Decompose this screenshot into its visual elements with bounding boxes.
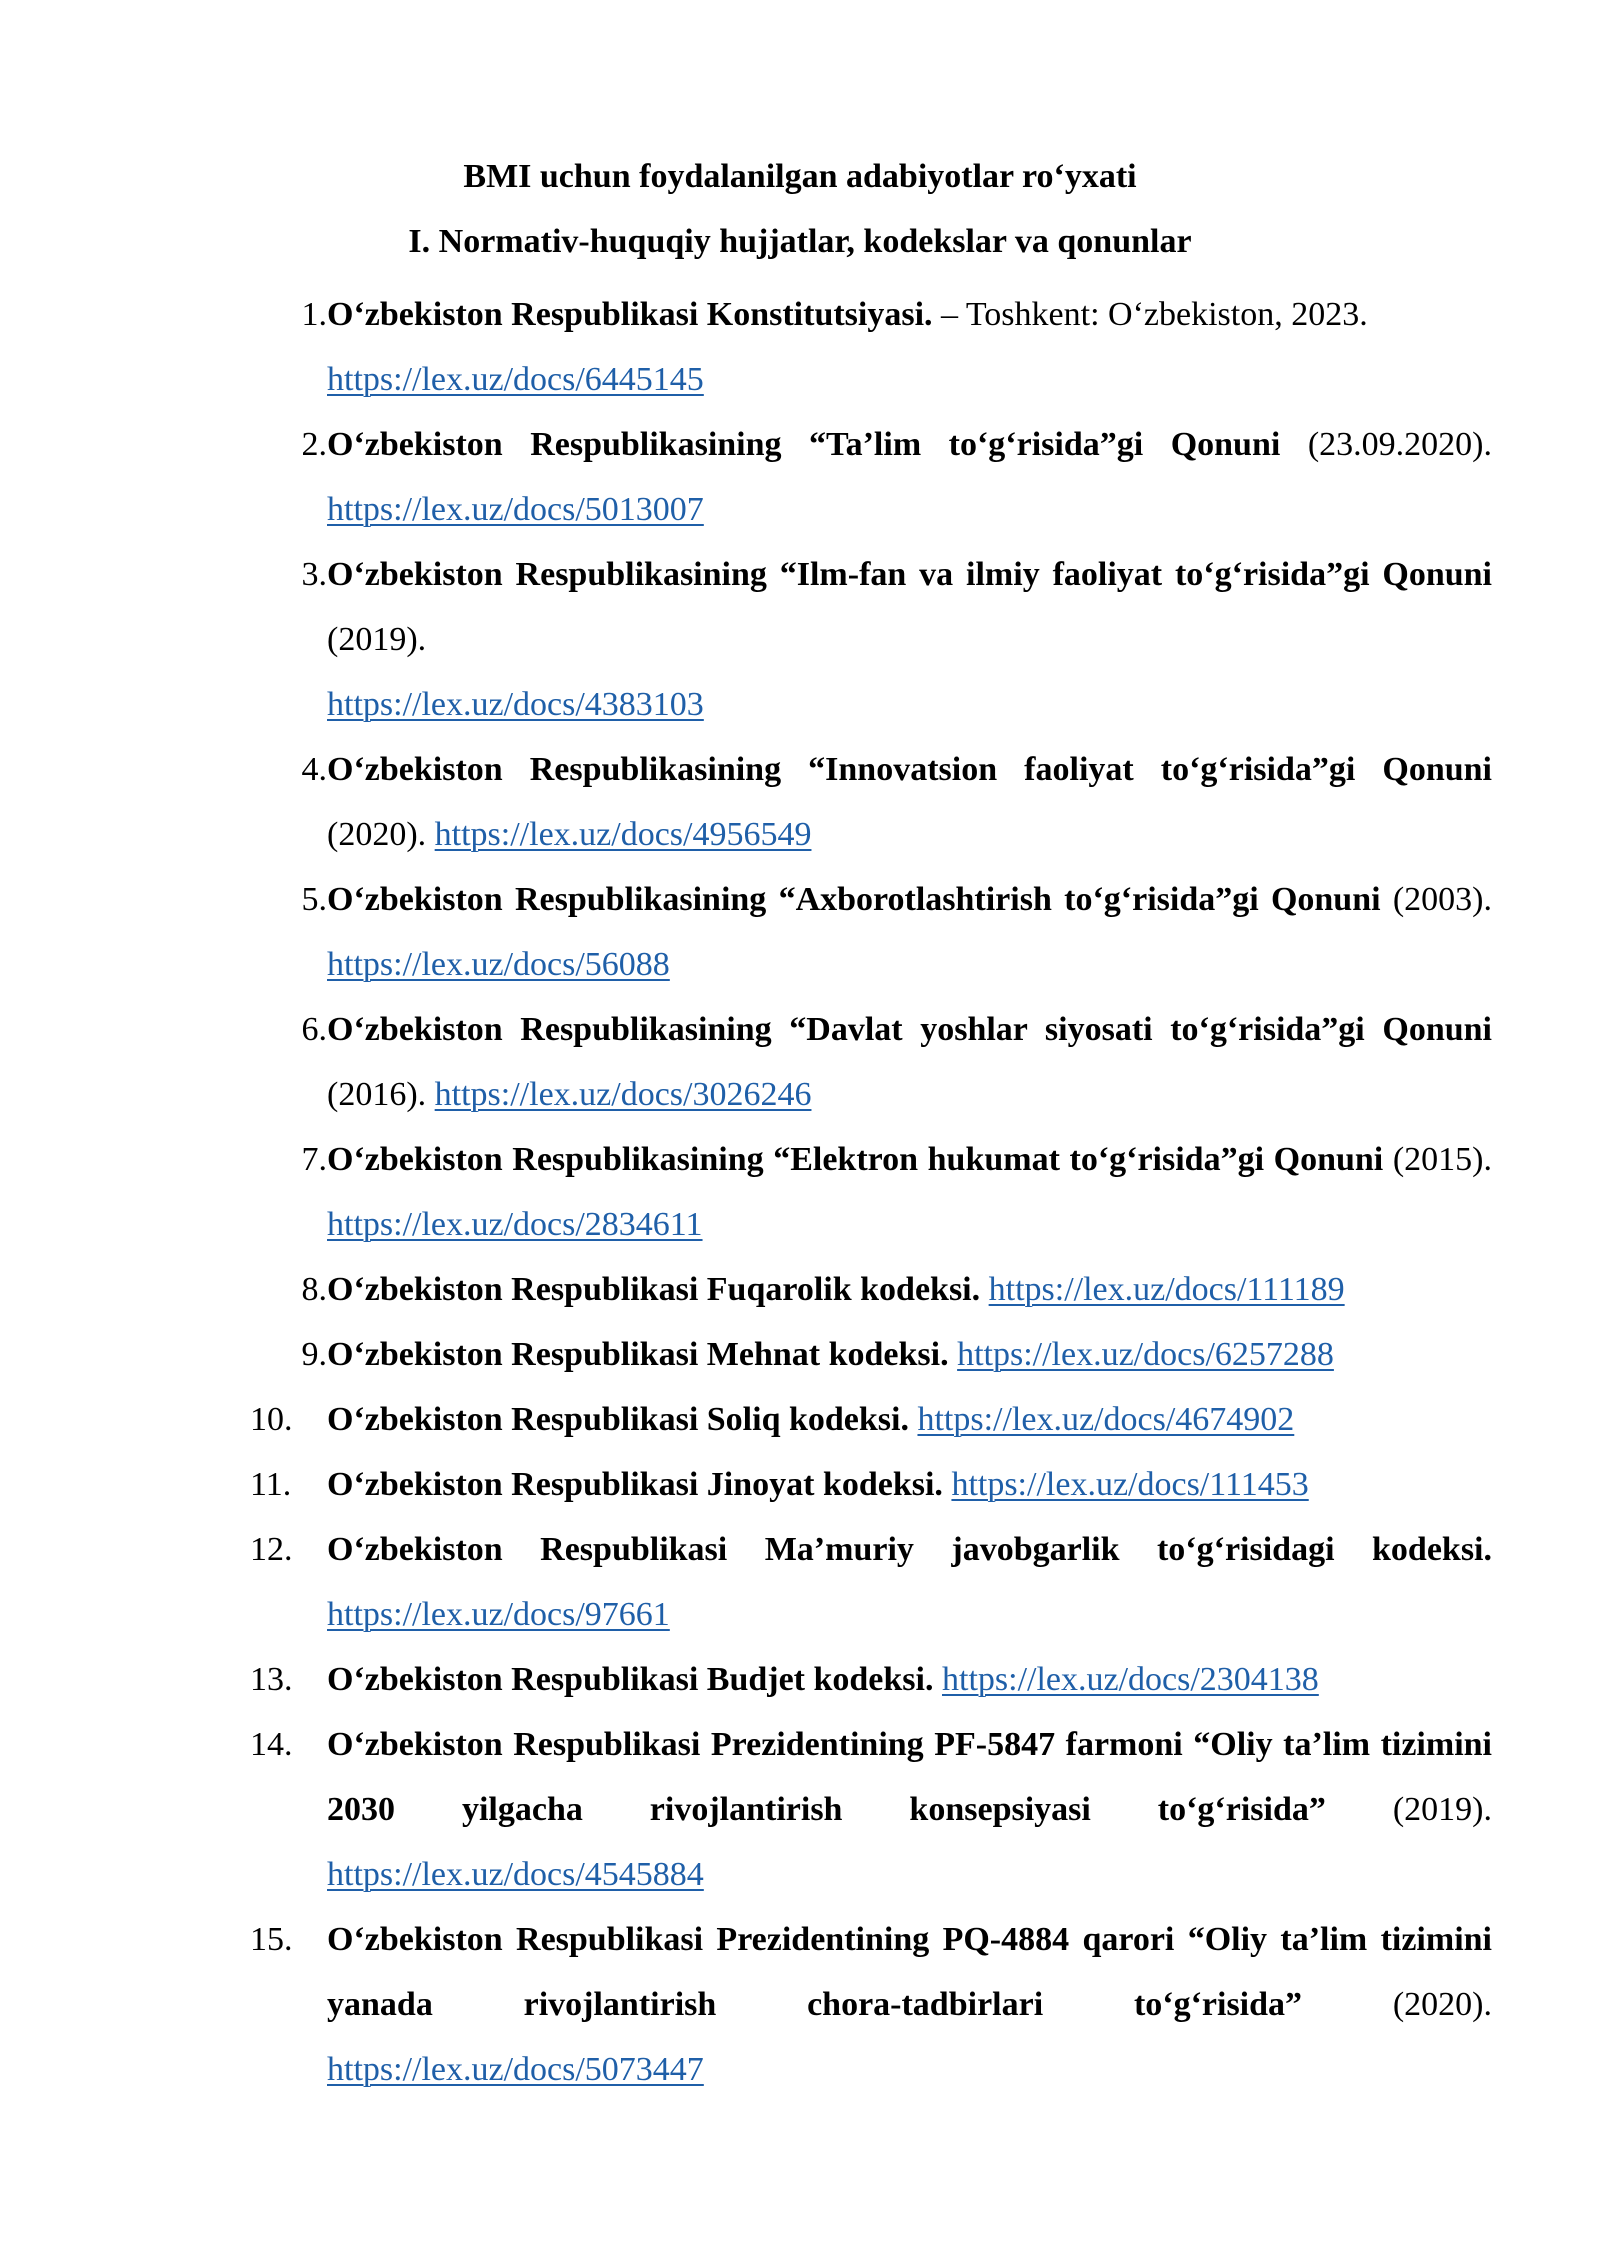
reference-title: Oʻzbekiston Respublikasi Fuqarolik kodeksi. — [327, 1271, 981, 1308]
reference-item — [250, 1452, 1492, 1517]
reference-number: 3. — [301, 556, 327, 593]
reference-item — [250, 1907, 1492, 2102]
reference-item — [301, 1127, 1493, 1257]
reference-item — [250, 1517, 1492, 1647]
reference-details: (2015). — [1383, 1141, 1493, 1178]
reference-item — [301, 542, 1492, 737]
document-title: BMI uchun foydalanilgan adabiyotlar roʻyxati — [463, 158, 1137, 195]
reference-link[interactable]: https://lex.uz/docs/111189 — [988, 1271, 1345, 1308]
reference-number: 14. — [250, 1726, 293, 1763]
reference-link[interactable]: https://lex.uz/docs/4383103 — [327, 686, 704, 723]
reference-link[interactable]: https://lex.uz/docs/2834611 — [327, 1206, 703, 1243]
reference-list — [250, 282, 1493, 2102]
reference-title: Oʻzbekiston Respublikasining “Ilm-fan va ilmiy faoliyat toʻgʻrisida”gi Qonuni — [327, 556, 1492, 593]
reference-item — [301, 282, 1492, 412]
reference-number: 2. — [301, 426, 327, 463]
reference-link[interactable]: https://lex.uz/docs/4956549 — [434, 816, 812, 853]
reference-number: 9. — [301, 1336, 327, 1373]
reference-item — [301, 737, 1492, 867]
reference-details: (2003). — [1380, 881, 1492, 918]
reference-number: 10. — [250, 1401, 293, 1438]
reference-title: Oʻzbekiston Respublikasi Ma’muriy javobgarlik toʻgʻrisidagi kodeksi. — [327, 1531, 1492, 1568]
reference-number: 13. — [250, 1661, 293, 1698]
reference-item — [250, 1387, 1492, 1452]
reference-link[interactable]: https://lex.uz/docs/6257288 — [957, 1336, 1334, 1373]
reference-number: 11. — [250, 1466, 292, 1503]
reference-details — [934, 1661, 943, 1698]
reference-details: – Toshkent: Oʻzbekiston, 2023. — [932, 296, 1368, 333]
reference-details: (2020). — [1302, 1986, 1492, 2023]
reference-number: 6. — [301, 1011, 327, 1048]
reference-link[interactable]: https://lex.uz/docs/3026246 — [434, 1076, 812, 1113]
reference-details — [949, 1336, 958, 1373]
reference-link[interactable]: https://lex.uz/docs/111453 — [951, 1466, 1309, 1503]
reference-details: (2016). — [327, 1076, 435, 1113]
reference-item — [301, 867, 1492, 997]
reference-title: Oʻzbekiston Respublikasining “Elektron hukumat toʻgʻrisida”gi Qonuni — [327, 1141, 1384, 1178]
reference-link[interactable]: https://lex.uz/docs/5013007 — [327, 491, 704, 528]
reference-title: Oʻzbekiston Respublikasi Jinoyat kodeksi. — [327, 1466, 943, 1503]
reference-title: Oʻzbekiston Respublikasi Mehnat kodeksi. — [327, 1336, 949, 1373]
reference-title: Oʻzbekiston Respublikasi Soliq kodeksi. — [327, 1401, 909, 1438]
reference-details — [980, 1271, 989, 1308]
reference-item — [301, 1322, 1492, 1387]
reference-title: Oʻzbekiston Respublikasi Budjet kodeksi. — [327, 1661, 934, 1698]
reference-link[interactable]: https://lex.uz/docs/6445145 — [327, 361, 704, 398]
reference-title: Oʻzbekiston Respublikasining “Ta’lim toʻgʻrisida”gi Qonuni — [327, 426, 1281, 463]
reference-number: 12. — [250, 1531, 293, 1568]
reference-link[interactable]: https://lex.uz/docs/5073447 — [327, 2051, 704, 2088]
reference-number: 4. — [301, 751, 327, 788]
reference-title: Oʻzbekiston Respublikasining “Davlat yoshlar siyosati toʻgʻrisida”gi Qonuni — [327, 1011, 1492, 1048]
reference-details: (2020). — [327, 816, 435, 853]
reference-link[interactable]: https://lex.uz/docs/4545884 — [327, 1856, 704, 1893]
reference-number: 5. — [301, 881, 327, 918]
reference-number: 1. — [301, 296, 327, 333]
reference-title: Oʻzbekiston Respublikasi Prezidentining PQ-4884 qarori “Oliy ta’lim tizimini yanada rivojlantirish chora-tadbirlari toʻgʻrisida” — [327, 1921, 1492, 2023]
reference-link[interactable]: https://lex.uz/docs/2304138 — [942, 1661, 1319, 1698]
reference-link[interactable]: https://lex.uz/docs/97661 — [327, 1596, 670, 1633]
reference-link[interactable]: https://lex.uz/docs/56088 — [327, 946, 670, 983]
reference-item — [250, 1647, 1492, 1712]
section-title: I. Normativ-huquqiy hujjatlar, kodekslar va qonunlar — [408, 223, 1192, 260]
reference-title: Oʻzbekiston Respublikasi Konstitutsiyasi. — [327, 296, 933, 333]
reference-details: (2019). — [327, 621, 427, 658]
reference-number: 7. — [301, 1141, 327, 1178]
reference-title: Oʻzbekiston Respublikasi Prezidentining PF-5847 farmoni “Oliy ta’lim tizimini 2030 yilgacha rivojlantirish konsepsiyasi toʻgʻrisida” — [327, 1726, 1492, 1828]
reference-item — [301, 412, 1492, 542]
reference-link[interactable]: https://lex.uz/docs/4674902 — [917, 1401, 1295, 1438]
reference-details: (2019). — [1325, 1791, 1492, 1828]
reference-item — [250, 1712, 1492, 1907]
reference-title: Oʻzbekiston Respublikasining “Innovatsion faoliyat toʻgʻrisida”gi Qonuni — [327, 751, 1492, 788]
reference-title: Oʻzbekiston Respublikasining “Axborotlashtirish toʻgʻrisida”gi Qonuni — [327, 881, 1381, 918]
reference-item — [301, 997, 1492, 1127]
reference-number: 8. — [301, 1271, 327, 1308]
reference-number: 15. — [250, 1921, 293, 1958]
reference-details: (23.09.2020). — [1280, 426, 1492, 463]
reference-item — [301, 1257, 1492, 1322]
